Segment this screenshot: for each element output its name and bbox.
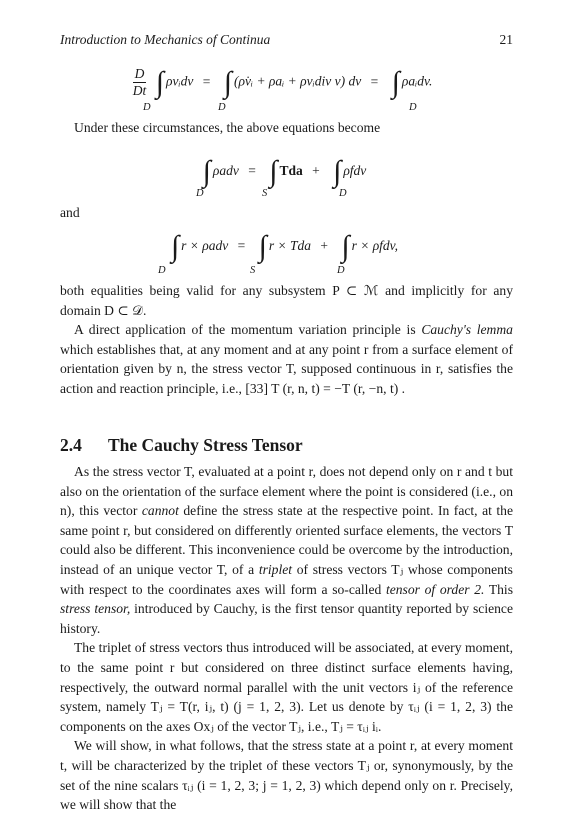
eq3-rhs: r × ρfdv, bbox=[351, 238, 399, 253]
eq3-limit-2: S bbox=[250, 265, 256, 276]
paragraph-stress-vector: As the stress vector T, evaluated at a point r, does not depend only on r and t but also on the orientation of the surface element where the point is considered (i.e., on n), this vector cannot define the stress state at the respective point. In fact, at the same point r, but considered on differently oriented surface elements, the vectors T could also be different. This inconvenience could be overcome by the introduction, instead of an unique vector T, of a triplet of stress vectors Tⱼ whose components with respect to the coordinates axes will form a so-called tensor of order 2. This stress tensor, introduced by Cauchy, is the first tensor quantity reported by science history. bbox=[60, 464, 513, 636]
eq3-limit-1: D bbox=[158, 265, 166, 276]
paragraph-under: Under these circumstances, the above equations become bbox=[74, 120, 381, 135]
eq3-mid: r × Tda bbox=[268, 238, 311, 253]
equation-moment-balance: ∫ r × ρadv = ∫ r × Tda + ∫ r × ρfdv, bbox=[170, 230, 399, 263]
eq1-rhs: ρaᵢdv. bbox=[401, 73, 433, 89]
equation-momentum-derivative: $\frac{D}{Dt}$ ∫ ρvᵢdv = ∫ (ρ̇vᵢ + ρaᵢ + ρvᵢdiv v) dv = ∫ ρaᵢdv. bbox=[132, 65, 433, 99]
word-and: and bbox=[60, 205, 80, 220]
paragraph-we-will-show: We will show, in what follows, that the stress state at a point r, at every moment t, will be characterized by the triplet of these vectors Tⱼ or, synonymously, by the set of the nine scalars τᵢⱼ (i = 1, 2, 3; j = 1, 2, 3) which depend only on r. Precisely, we will show that the bbox=[60, 738, 513, 813]
eq1-middle: (ρ̇vᵢ + ρaᵢ + ρvᵢdiv v) dv bbox=[233, 73, 362, 89]
equation-momentum-balance: ∫ ρadv = ∫ Tda + ∫ ρfdv bbox=[202, 155, 367, 188]
material-derivative-operator: $\frac{D}{Dt}$ bbox=[132, 66, 147, 98]
eq2-rhs: ρfdv bbox=[343, 163, 367, 178]
eq2-limit-3: D bbox=[339, 188, 347, 199]
section-number: 2.4 bbox=[60, 435, 82, 455]
eq1-limit-1: D bbox=[143, 102, 151, 113]
section-title: The Cauchy Stress Tensor bbox=[108, 435, 303, 455]
eq2-mid: Tda bbox=[279, 163, 303, 178]
eq2-limit-1: D bbox=[196, 188, 204, 199]
paragraph-both-equalities: both equalities being valid for any subsystem P ⊂ ℳ and implicitly for any domain D ⊂ 𝒟. bbox=[60, 283, 513, 318]
eq1-lhs: ρvᵢdv bbox=[166, 73, 194, 89]
paragraph-triplet: The triplet of stress vectors thus introduced will be associated, at every moment, to the same point r but considered on three distinct surface elements having, respectively, the outward normal parallel with the unit vectors iⱼ of the reference system, namely Tⱼ = T(r, iⱼ, t) (j = 1, 2, 3). Let us denote by τᵢⱼ (i = 1, 2, 3) the components on the axes Oxⱼ of the vector Tⱼ, i.e., Tⱼ = τᵢⱼ iᵢ. bbox=[60, 640, 513, 734]
page-number: 21 bbox=[499, 32, 513, 47]
running-header bbox=[60, 30, 513, 48]
eq1-limit-3: D bbox=[409, 102, 417, 113]
eq3-limit-3: D bbox=[337, 265, 345, 276]
eq1-limit-2: D bbox=[218, 102, 226, 113]
term-cauchys-lemma: Cauchy's lemma bbox=[421, 322, 513, 337]
eq3-lhs: r × ρadv bbox=[181, 238, 229, 253]
running-title: Introduction to Mechanics of Continua bbox=[60, 32, 271, 47]
eq2-limit-2: S bbox=[262, 188, 268, 199]
eq2-lhs: ρadv bbox=[212, 163, 239, 178]
section-heading bbox=[60, 436, 303, 456]
section-body bbox=[60, 462, 513, 815]
paragraph-cauchy-lemma: A direct application of the momentum variation principle is Cauchy's lemma which establishes that, at any moment and at any point r from a surface element of orientation given by n, the stress vector T, supposed continuous in r, satisfies the action and reaction principle, i.e., [33] T (r, n, t) = −T (r, −n, t) . bbox=[60, 322, 513, 396]
